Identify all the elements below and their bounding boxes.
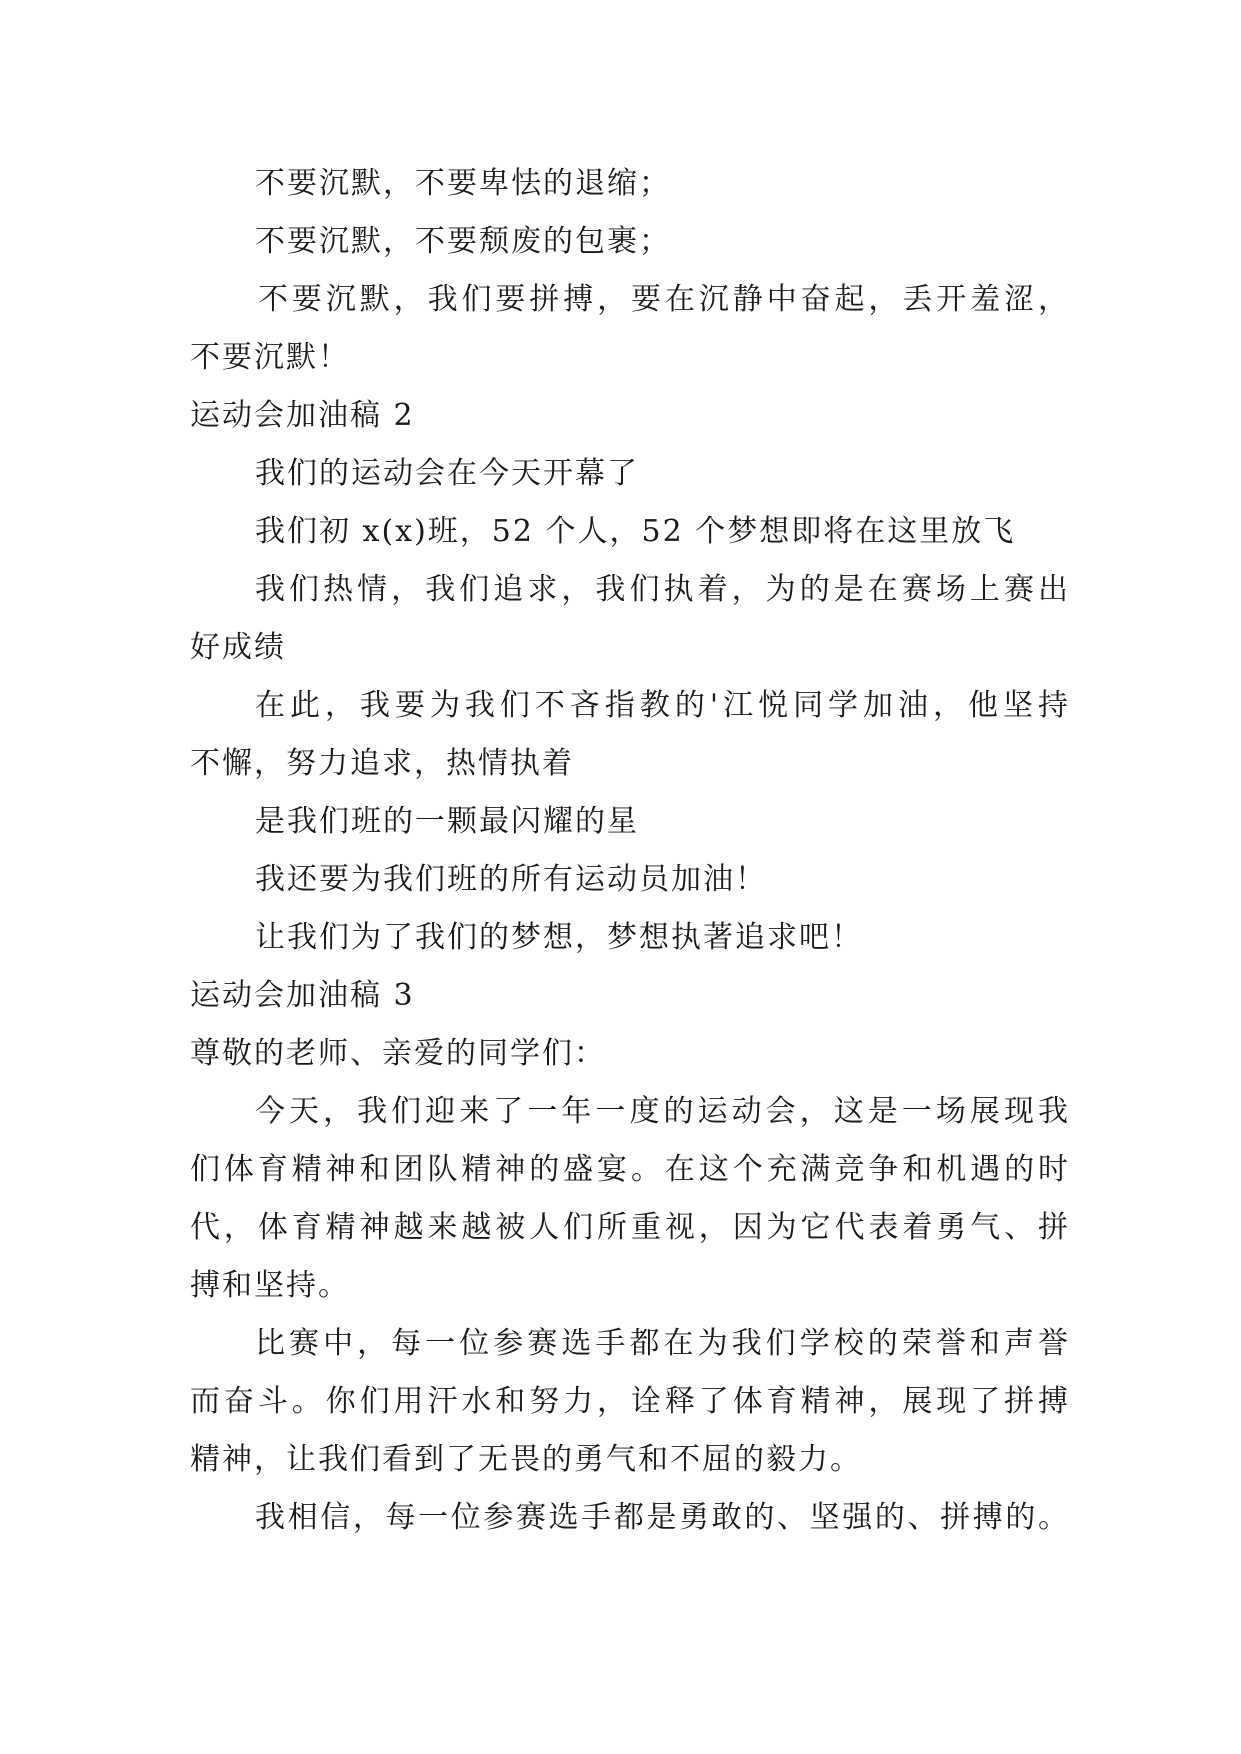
paragraph-line: 不懈，努力追求，热情执着 [190,746,574,781]
section-heading: 运动会加油稿 2 [190,398,415,433]
section-heading: 运动会加油稿 3 [190,978,415,1013]
paragraph-line: 比赛中，每一位参赛选手都在为我们学校的荣誉和声誉 [255,1326,1070,1361]
paragraph-line: 不要沉默！ [190,340,350,375]
paragraph-line: 精神，让我们看到了无畏的勇气和不屈的毅力。 [190,1442,862,1477]
salutation: 尊敬的老师、亲爱的同学们： [190,1036,606,1071]
paragraph-line: 代，体育精神越来越被人们所重视，因为它代表着勇气、拼 [190,1210,1070,1245]
paragraph-line: 我们初 x(x)班，52 个人，52 个梦想即将在这里放飞 [255,514,1016,549]
paragraph-line: 我们的运动会在今天开幕了 [255,456,639,491]
paragraph-line: 是我们班的一颗最闪耀的星 [255,804,639,839]
paragraph-line: 而奋斗。你们用汗水和努力，诠释了体育精神，展现了拼搏 [190,1384,1070,1419]
paragraph-line: 搏和坚持。 [190,1268,350,1303]
paragraph-line: 今天，我们迎来了一年一度的运动会，这是一场展现我 [255,1094,1070,1129]
paragraph-line: 们体育精神和团队精神的盛宴。在这个充满竞争和机遇的时 [190,1152,1070,1187]
paragraph-line: 不要沉默，我们要拼搏，要在沉静中奋起，丢开羞涩， [258,282,1070,317]
paragraph-line: 不要沉默，不要颓废的包裹； [255,224,671,259]
paragraph-line: 在此，我要为我们不吝指教的'江悦同学加油，他坚持 [255,688,1070,723]
paragraph-line: 让我们为了我们的梦想，梦想执著追求吧！ [255,920,863,955]
paragraph-line: 不要沉默，不要卑怯的退缩； [255,166,671,201]
paragraph-line: 我相信，每一位参赛选手都是勇敢的、坚强的、拼搏的。 [255,1500,1070,1535]
paragraph-line: 我还要为我们班的所有运动员加油！ [255,862,767,897]
paragraph-line: 好成绩 [190,630,286,665]
paragraph-line: 我们热情，我们追求，我们执着，为的是在赛场上赛出 [255,572,1070,607]
